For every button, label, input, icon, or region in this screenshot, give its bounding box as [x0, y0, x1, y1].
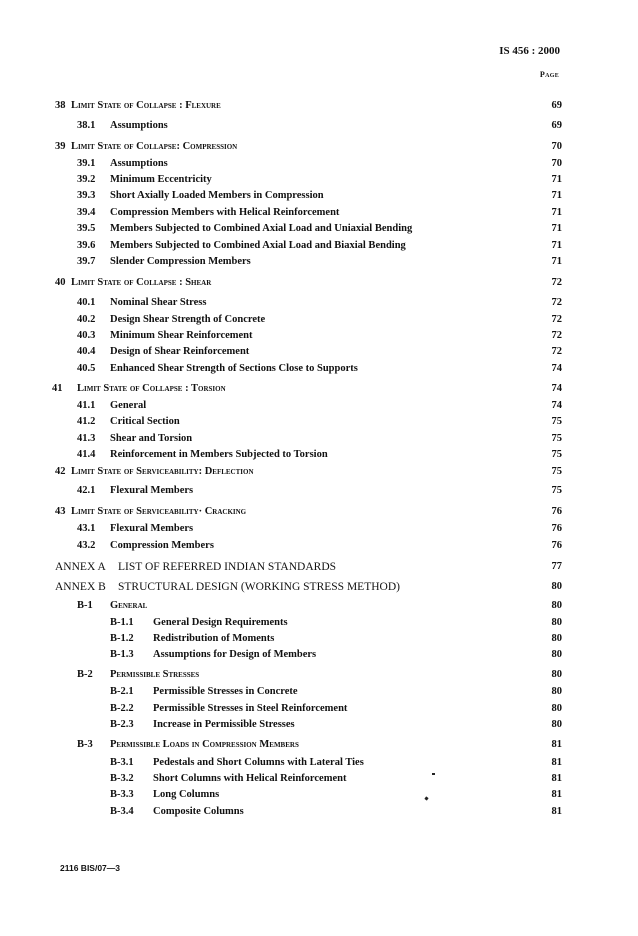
toc-entry-number: 40.4 — [77, 346, 96, 357]
toc-entry-title[interactable]: Assumptions — [110, 120, 168, 131]
toc-entry-title[interactable]: Increase in Permissible Stresses — [153, 719, 295, 730]
toc-entry-number: B-2.2 — [110, 703, 134, 714]
toc-entry-title[interactable]: Nominal Shear Stress — [110, 297, 207, 308]
toc-page-number: 77 — [551, 561, 562, 572]
toc-entry-title[interactable]: Design Shear Strength of Concrete — [110, 314, 266, 325]
toc-entry-title[interactable]: Members Subjected to Combined Axial Load and Uniaxial Bending — [110, 223, 413, 234]
toc-entry-title[interactable]: Limit State of Collapse: Compression — [71, 141, 238, 152]
toc-page-number: 75 — [551, 449, 562, 460]
toc-entry-number: 38 — [55, 100, 66, 111]
toc-entry-number: 43.1 — [77, 523, 96, 534]
toc-entry-title[interactable]: Assumptions for Design of Members — [153, 649, 317, 660]
toc-page-number: 76 — [551, 540, 562, 551]
toc-entry-title[interactable]: Limit State of Collapse : Shear — [71, 277, 212, 288]
toc-entry-title[interactable]: Composite Columns — [153, 806, 244, 817]
toc-entry-title[interactable]: Limit State of Serviceability· Cracking — [71, 506, 247, 517]
toc-entry-title[interactable]: Design of Shear Reinforcement — [110, 346, 250, 357]
toc-entry-number: 38.1 — [77, 120, 96, 131]
toc-entry-title[interactable]: Pedestals and Short Columns with Lateral Ties — [153, 757, 364, 768]
toc-entry-title[interactable]: Reinforcement in Members Subjected to Torsion — [110, 449, 328, 460]
toc-entry-number: 39.4 — [77, 207, 96, 218]
toc-page-number: 81 — [551, 806, 562, 817]
scan-speck — [424, 796, 428, 800]
toc-page-number: 71 — [551, 240, 562, 251]
toc-page-number: 80 — [551, 600, 562, 611]
toc-entry-number: 39.2 — [77, 174, 96, 185]
toc-page-number: 69 — [551, 120, 562, 131]
toc-entry-title[interactable]: Limit State of Collapse : Flexure — [71, 100, 221, 111]
toc-page-number: 70 — [551, 141, 562, 152]
toc-entry-title[interactable]: Assumptions — [110, 158, 168, 169]
toc-entry-title[interactable]: Limit State of Collapse : Torsion — [77, 383, 226, 394]
toc-page-number: 76 — [551, 506, 562, 517]
toc-entry-number: 42.1 — [77, 485, 96, 496]
toc-entry-title[interactable]: Redistribution of Moments — [153, 633, 275, 644]
toc-page-number: 75 — [551, 485, 562, 496]
toc-entry-number: 39.7 — [77, 256, 96, 267]
toc-entry-title[interactable]: Shear and Torsion — [110, 433, 193, 444]
toc-entry-number: B-1.1 — [110, 617, 134, 628]
toc-entry-number: B-3.4 — [110, 806, 134, 817]
toc-entry-title[interactable]: Minimum Eccentricity — [110, 174, 212, 185]
toc-entry-number: 41.1 — [77, 400, 96, 411]
toc-entry-number: 40.1 — [77, 297, 96, 308]
toc-entry-number: 40.3 — [77, 330, 96, 341]
toc-page-number: 72 — [551, 314, 562, 325]
toc-entry-title[interactable]: Critical Section — [110, 416, 180, 427]
toc-page-number: 71 — [551, 174, 562, 185]
toc-entry-number: 41 — [52, 383, 63, 394]
toc-page-number: 80 — [551, 633, 562, 644]
toc-entry-number: 40.5 — [77, 363, 96, 374]
toc-page-number: 76 — [551, 523, 562, 534]
toc-entry-number: 39.5 — [77, 223, 96, 234]
toc-entry-number: 41.4 — [77, 449, 96, 460]
toc-entry-number: 43.2 — [77, 540, 96, 551]
toc-entry-number: B-3 — [77, 739, 93, 750]
toc-entry-title[interactable]: Slender Compression Members — [110, 256, 251, 267]
toc-entry-number: 39.6 — [77, 240, 96, 251]
toc-entry-number: 40 — [55, 277, 66, 288]
toc-entry-number: B-1 — [77, 600, 93, 611]
toc-entry-number: 41.3 — [77, 433, 96, 444]
toc-entry-number: B-2.3 — [110, 719, 134, 730]
toc-entry-title[interactable]: Permissible Stresses — [110, 669, 200, 680]
toc-entry-number: 43 — [55, 506, 66, 517]
toc-page-number: 81 — [551, 757, 562, 768]
toc-page-number: 80 — [551, 669, 562, 680]
toc-page-number: 70 — [551, 158, 562, 169]
toc-entry-title[interactable]: General — [110, 600, 148, 611]
toc-entry-number: B-2.1 — [110, 686, 134, 697]
toc-entry-title[interactable]: Enhanced Shear Strength of Sections Close to Supports — [110, 363, 358, 374]
toc-entry-number: B-3.2 — [110, 773, 134, 784]
toc-page-number: 75 — [551, 416, 562, 427]
toc-page-number: 72 — [551, 346, 562, 357]
toc-entry-number: 39.1 — [77, 158, 96, 169]
toc-page-number: 71 — [551, 223, 562, 234]
toc-entry-number: 40.2 — [77, 314, 96, 325]
toc-entry-number: B-3.1 — [110, 757, 134, 768]
toc-entry-number: ANNEX B — [55, 581, 106, 593]
toc-entry-title[interactable]: Permissible Stresses in Steel Reinforcement — [153, 703, 348, 714]
toc-page-number: 69 — [551, 100, 562, 111]
toc-entry-number: 42 — [55, 466, 66, 477]
toc-entry-title[interactable]: Limit State of Serviceability: Deflection — [71, 466, 254, 477]
toc-entry-title[interactable]: General — [110, 400, 147, 411]
toc-page-number: 81 — [551, 789, 562, 800]
toc-entry-title[interactable]: Minimum Shear Reinforcement — [110, 330, 253, 341]
toc-page-number: 75 — [551, 433, 562, 444]
toc-entry-title[interactable]: Compression Members — [110, 540, 214, 551]
toc-page-number: 71 — [551, 190, 562, 201]
toc-entry-number: B-1.3 — [110, 649, 134, 660]
toc-entry-title[interactable]: Permissible Loads in Compression Members — [110, 739, 299, 750]
toc-page-number: 81 — [551, 773, 562, 784]
toc-entry-title[interactable]: Flexural Members — [110, 485, 194, 496]
toc-entry-number: B-1.2 — [110, 633, 134, 644]
toc-page-number: 71 — [551, 256, 562, 267]
toc-page-number: 75 — [551, 466, 562, 477]
toc-entry-title[interactable]: Short Axially Loaded Members in Compression — [110, 190, 324, 201]
toc-page-number: 72 — [551, 330, 562, 341]
toc-entry-number: B-3.3 — [110, 789, 134, 800]
toc-page-number: 72 — [551, 277, 562, 288]
document-id: IS 456 : 2000 — [499, 45, 560, 57]
toc-page-number: 72 — [551, 297, 562, 308]
toc-entry-number: 39.3 — [77, 190, 96, 201]
toc-page-number: 74 — [551, 383, 562, 394]
toc-entry-title[interactable]: Permissible Stresses in Concrete — [153, 686, 298, 697]
toc-entry-title[interactable]: Long Columns — [153, 789, 220, 800]
toc-entry-title[interactable]: Compression Members with Helical Reinforcement — [110, 207, 340, 218]
toc-page-number: 71 — [551, 207, 562, 218]
toc-page-number: 74 — [551, 400, 562, 411]
toc-entry-title[interactable]: General Design Requirements — [153, 617, 288, 628]
toc-entry-number: ANNEX A — [55, 561, 106, 573]
toc-page-number: 80 — [551, 649, 562, 660]
toc-entry-title[interactable]: STRUCTURAL DESIGN (WORKING STRESS METHOD) — [118, 581, 400, 593]
toc-entry-title[interactable]: LIST OF REFERRED INDIAN STANDARDS — [118, 561, 337, 573]
scan-speck — [432, 773, 435, 775]
toc-page-number: 81 — [551, 739, 562, 750]
toc-entry-number: B-2 — [77, 669, 93, 680]
toc-entry-number: 41.2 — [77, 416, 96, 427]
toc-entry-number: 39 — [55, 141, 66, 152]
toc-page-number: 74 — [551, 363, 562, 374]
toc-entry-title[interactable]: Flexural Members — [110, 523, 194, 534]
toc-page-number: 80 — [551, 703, 562, 714]
footer-code: 2116 BIS/07—3 — [60, 863, 121, 873]
page-column-label: Page — [539, 70, 559, 79]
toc-page-number: 80 — [551, 719, 562, 730]
toc-entry-title[interactable]: Short Columns with Helical Reinforcement — [153, 773, 347, 784]
toc-page-number: 80 — [551, 581, 562, 592]
toc-page-number: 80 — [551, 686, 562, 697]
toc-entry-title[interactable]: Members Subjected to Combined Axial Load and Biaxial Bending — [110, 240, 406, 251]
toc-page-number: 80 — [551, 617, 562, 628]
